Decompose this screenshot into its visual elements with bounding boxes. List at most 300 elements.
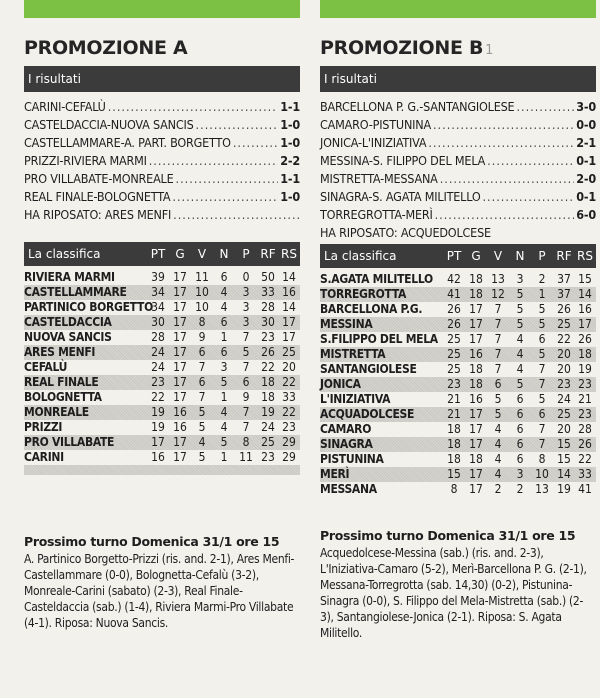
stat-rs: 29 xyxy=(282,450,296,464)
leader-dots xyxy=(108,98,279,116)
standings-table xyxy=(24,242,300,475)
stat-n: 4 xyxy=(220,405,228,419)
stat-p: 5 xyxy=(538,302,546,316)
green-header-bar xyxy=(24,0,300,18)
stat-rf: 23 xyxy=(261,450,275,464)
standings-header xyxy=(320,244,596,268)
result-row xyxy=(320,116,596,134)
result-score: 0-1 xyxy=(576,189,596,204)
stat-p: 5 xyxy=(242,345,250,359)
result-row xyxy=(320,98,596,116)
stat-g: 17 xyxy=(173,300,187,314)
standings-row xyxy=(320,377,596,392)
stat-v: 5 xyxy=(198,450,206,464)
standings-row xyxy=(320,422,596,437)
stat-v: 7 xyxy=(494,362,502,376)
team-name: CASTELDACCIA xyxy=(24,315,112,329)
standings-row xyxy=(320,272,596,287)
team-name: CARINI xyxy=(24,450,64,464)
stat-v: 6 xyxy=(198,375,206,389)
stat-g: 18 xyxy=(469,377,483,391)
stat-pt: 28 xyxy=(151,330,165,344)
leader-dots xyxy=(233,134,278,152)
standings-row xyxy=(24,345,300,360)
column-header-p: P xyxy=(242,247,250,261)
standings-row xyxy=(24,435,300,450)
column-header-v: V xyxy=(197,247,207,261)
stat-v: 5 xyxy=(198,405,206,419)
stat-rf: 25 xyxy=(261,435,275,449)
stat-rs: 16 xyxy=(578,302,592,316)
column-header-rs: RS xyxy=(281,247,297,261)
stat-g: 17 xyxy=(173,390,187,404)
stat-rs: 14 xyxy=(578,287,592,301)
stat-rs: 41 xyxy=(578,482,592,496)
result-score: 1-0 xyxy=(280,117,300,132)
results-header: I risultati xyxy=(24,66,300,92)
stat-n: 1 xyxy=(220,330,228,344)
standings-row xyxy=(320,317,596,332)
standings-row xyxy=(320,287,596,302)
stat-rf: 37 xyxy=(557,272,571,286)
standings-row xyxy=(320,392,596,407)
team-name: CEFALÙ xyxy=(24,360,68,374)
table-footer-shade xyxy=(24,465,300,475)
stat-rs: 14 xyxy=(282,300,296,314)
next-round-title: Prossimo turno Domenica 31/1 ore 15 xyxy=(320,528,576,543)
stat-pt: 19 xyxy=(151,405,165,419)
stat-v: 8 xyxy=(198,315,206,329)
column-header-p: P xyxy=(538,249,546,263)
column-header-g: G xyxy=(175,247,185,261)
column-header-n: N xyxy=(515,249,525,263)
stat-n: 3 xyxy=(220,360,228,374)
stat-n: 3 xyxy=(516,467,524,481)
team-name: MESSANA xyxy=(320,482,377,496)
stat-g: 17 xyxy=(173,315,187,329)
team-name: SANTANGIOLESE xyxy=(320,362,417,376)
stat-pt: 34 xyxy=(151,285,165,299)
leader-dots xyxy=(433,116,574,134)
stat-p: 3 xyxy=(242,285,250,299)
stat-rf: 18 xyxy=(261,375,275,389)
standings-row xyxy=(24,420,300,435)
stat-rf: 26 xyxy=(557,302,571,316)
standings-row xyxy=(24,330,300,345)
stat-rf: 19 xyxy=(261,405,275,419)
stat-rs: 16 xyxy=(282,285,296,299)
stat-rf: 18 xyxy=(261,390,275,404)
standings-row xyxy=(24,390,300,405)
standings-row xyxy=(24,285,300,300)
stat-p: 10 xyxy=(535,467,549,481)
stat-n: 6 xyxy=(220,345,228,359)
result-match: MISTRETTA-MESSANA xyxy=(320,171,438,186)
stat-rs: 33 xyxy=(282,390,296,404)
stat-n: 3 xyxy=(516,272,524,286)
section-title: PROMOZIONE A xyxy=(24,37,188,59)
stat-v: 7 xyxy=(198,360,206,374)
stat-rf: 37 xyxy=(557,287,571,301)
team-name: PARTINICO BORGETTO xyxy=(24,300,153,314)
stat-g: 16 xyxy=(173,405,187,419)
standings-row xyxy=(24,270,300,285)
standings-row xyxy=(320,302,596,317)
stat-n: 4 xyxy=(220,420,228,434)
stat-rs: 23 xyxy=(578,377,592,391)
stat-rs: 17 xyxy=(282,330,296,344)
stat-p: 6 xyxy=(242,375,250,389)
stat-n: 6 xyxy=(516,452,524,466)
result-row xyxy=(24,116,300,134)
stat-p: 3 xyxy=(242,315,250,329)
standings-row xyxy=(320,452,596,467)
result-score: 0-1 xyxy=(576,153,596,168)
results-list xyxy=(24,98,300,206)
team-name: L'INIZIATIVA xyxy=(320,392,391,406)
result-match: REAL FINALE-BOLOGNETTA xyxy=(24,189,171,204)
next-round-text: Acquedolcese-Messina (sab.) (ris. and. 2-3), L'Iniziativa-Camaro (5-2), Merì-Barcellona P. G. (2-1), Messana-Torregrotta (sab. 14,30) (0-2), Pistunina-Sinagra (0-0), S. Filippo del Mela-Mistretta (sab.) (2-3), Santangiolese-Jonica (2-1). Riposa: S. Agata Militello. xyxy=(320,546,587,640)
team-name: S.FILIPPO DEL MELA xyxy=(320,332,438,346)
stat-v: 6 xyxy=(494,377,502,391)
team-name: ARES MENFI xyxy=(24,345,96,359)
column-header-rf: RF xyxy=(260,247,276,261)
stat-pt: 19 xyxy=(151,420,165,434)
leader-dots xyxy=(440,170,575,188)
result-match: CARINI-CEFALÙ xyxy=(24,99,106,114)
stat-p: 1 xyxy=(538,287,546,301)
stat-rs: 14 xyxy=(282,270,296,284)
stat-v: 12 xyxy=(491,287,505,301)
stat-pt: 26 xyxy=(447,302,461,316)
stat-n: 1 xyxy=(220,450,228,464)
stat-rs: 15 xyxy=(578,272,592,286)
result-score: 1-0 xyxy=(280,135,300,150)
stat-pt: 26 xyxy=(447,317,461,331)
stat-rf: 33 xyxy=(261,285,275,299)
stat-pt: 24 xyxy=(151,345,165,359)
results-header: I risultati xyxy=(320,66,596,92)
stat-pt: 41 xyxy=(447,287,461,301)
stat-g: 17 xyxy=(173,270,187,284)
stat-rf: 24 xyxy=(557,392,571,406)
next-round-text: A. Partinico Borgetto-Prizzi (ris. and. 2-1), Ares Menfi-Castellammare (0-0), Bolognetta-Cefalù (3-2), Monreale-Carini (sabato) (2-3), Real Finale-Casteldaccia (sab.) (1-4), Riviera Marmi-Pro Villabate (4-1). Riposa: Nuova Sancis. xyxy=(24,552,295,630)
rest-note: HA RIPOSATO: ACQUEDOLCESE xyxy=(320,225,491,240)
stat-pt: 16 xyxy=(151,450,165,464)
leader-dots xyxy=(435,206,575,224)
team-name: MESSINA xyxy=(320,317,373,331)
stat-rs: 23 xyxy=(282,420,296,434)
result-row xyxy=(320,152,596,170)
column-header-n: N xyxy=(219,247,229,261)
result-row xyxy=(320,188,596,206)
stat-n: 5 xyxy=(516,377,524,391)
stat-p: 7 xyxy=(538,377,546,391)
stat-n: 4 xyxy=(516,347,524,361)
stat-rs: 26 xyxy=(578,437,592,451)
stat-n: 6 xyxy=(516,392,524,406)
leader-dots xyxy=(487,152,574,170)
standings-row xyxy=(24,300,300,315)
leader-dots xyxy=(482,188,574,206)
result-score: 1-0 xyxy=(280,189,300,204)
standings-row xyxy=(320,482,596,497)
stat-v: 7 xyxy=(198,390,206,404)
team-name: MONREALE xyxy=(24,405,89,419)
stat-v: 9 xyxy=(198,330,206,344)
stat-v: 7 xyxy=(494,347,502,361)
team-name: PISTUNINA xyxy=(320,452,384,466)
stat-v: 13 xyxy=(491,272,505,286)
stat-n: 6 xyxy=(516,422,524,436)
stat-pt: 21 xyxy=(447,392,461,406)
stat-g: 17 xyxy=(469,422,483,436)
stat-rf: 15 xyxy=(557,437,571,451)
stat-rs: 25 xyxy=(282,345,296,359)
team-name: SINAGRA xyxy=(320,437,373,451)
stat-rf: 25 xyxy=(557,407,571,421)
stat-n: 4 xyxy=(516,362,524,376)
stat-g: 18 xyxy=(469,452,483,466)
stat-v: 2 xyxy=(494,482,502,496)
stat-p: 8 xyxy=(242,435,250,449)
stat-v: 6 xyxy=(198,345,206,359)
standings-row xyxy=(24,360,300,375)
standings-row xyxy=(320,332,596,347)
result-row xyxy=(24,170,300,188)
stat-rs: 21 xyxy=(578,392,592,406)
stat-rs: 33 xyxy=(578,467,592,481)
standings-row xyxy=(24,375,300,390)
stat-p: 7 xyxy=(538,437,546,451)
standings-row xyxy=(320,362,596,377)
stat-rs: 18 xyxy=(578,347,592,361)
result-match: PRO VILLABATE-MONREALE xyxy=(24,171,174,186)
result-row xyxy=(24,134,300,152)
stat-p: 7 xyxy=(242,405,250,419)
stat-p: 7 xyxy=(242,330,250,344)
stat-g: 17 xyxy=(469,332,483,346)
stat-n: 6 xyxy=(220,315,228,329)
team-name: MERÌ xyxy=(320,467,350,481)
team-name: BARCELLONA P.G. xyxy=(320,302,423,316)
result-score: 1-1 xyxy=(280,171,300,186)
stat-rf: 23 xyxy=(261,330,275,344)
result-score: 2-0 xyxy=(576,171,596,186)
stat-g: 17 xyxy=(173,285,187,299)
stat-p: 8 xyxy=(538,452,546,466)
stat-pt: 18 xyxy=(447,422,461,436)
stat-v: 5 xyxy=(198,420,206,434)
stat-rs: 28 xyxy=(578,422,592,436)
team-name: TORREGROTTA xyxy=(320,287,407,301)
stat-pt: 17 xyxy=(151,435,165,449)
stat-n: 6 xyxy=(220,270,228,284)
rest-note: HA RIPOSATO: ARES MENFI ..... xyxy=(24,206,300,224)
stat-n: 5 xyxy=(516,317,524,331)
result-row xyxy=(320,206,596,224)
stat-v: 10 xyxy=(195,285,209,299)
result-row xyxy=(320,170,596,188)
team-name: CASTELLAMMARE xyxy=(24,285,127,299)
stat-rf: 26 xyxy=(261,345,275,359)
leader-dots xyxy=(172,188,278,206)
stat-p: 7 xyxy=(538,422,546,436)
promozione-a-column xyxy=(24,0,300,631)
stat-g: 18 xyxy=(469,287,483,301)
column-header-v: V xyxy=(493,249,503,263)
leader-dots xyxy=(176,170,279,188)
column-header-pt: PT xyxy=(446,249,462,263)
stat-pt: 34 xyxy=(151,300,165,314)
stat-n: 4 xyxy=(220,300,228,314)
stat-n: 5 xyxy=(220,375,228,389)
result-row xyxy=(320,134,596,152)
stat-v: 5 xyxy=(494,392,502,406)
section-title: PROMOZIONE B 1 xyxy=(320,37,494,59)
stat-p: 7 xyxy=(242,420,250,434)
stat-pt: 8 xyxy=(450,482,458,496)
stat-v: 4 xyxy=(494,437,502,451)
column-header-rf: RF xyxy=(556,249,572,263)
stat-rs: 23 xyxy=(578,407,592,421)
team-name: RIVIERA MARMI xyxy=(24,270,115,284)
result-match: CASTELLAMMARE-A. PART. BORGETTO xyxy=(24,135,231,150)
stat-v: 4 xyxy=(494,422,502,436)
stat-p: 5 xyxy=(538,317,546,331)
stat-n: 1 xyxy=(220,390,228,404)
stat-rs: 22 xyxy=(282,375,296,389)
stat-n: 5 xyxy=(516,287,524,301)
stat-n: 6 xyxy=(516,437,524,451)
stat-g: 16 xyxy=(173,420,187,434)
stat-rs: 22 xyxy=(282,405,296,419)
team-name: PRIZZI xyxy=(24,420,63,434)
stat-p: 5 xyxy=(538,392,546,406)
stat-g: 17 xyxy=(469,467,483,481)
result-score: 1-1 xyxy=(280,99,300,114)
column-header-pt: PT xyxy=(150,247,166,261)
stat-pt: 25 xyxy=(447,362,461,376)
standings-title: La classifica xyxy=(28,247,101,261)
result-score: 3-0 xyxy=(576,99,596,114)
next-round-title: Prossimo turno Domenica 31/1 ore 15 xyxy=(24,534,280,549)
team-name: S.AGATA MILITELLO xyxy=(320,272,433,286)
standings-row xyxy=(320,467,596,482)
stat-rs: 26 xyxy=(578,332,592,346)
result-match: TORREGROTTA-MERÌ xyxy=(320,207,433,222)
stat-g: 17 xyxy=(173,375,187,389)
stat-rf: 22 xyxy=(557,332,571,346)
column-header-g: G xyxy=(471,249,481,263)
stat-v: 11 xyxy=(195,270,209,284)
results-list xyxy=(320,98,596,224)
stat-v: 4 xyxy=(198,435,206,449)
stat-n: 5 xyxy=(516,302,524,316)
stat-pt: 18 xyxy=(447,437,461,451)
stat-p: 3 xyxy=(242,300,250,314)
stat-rs: 20 xyxy=(282,360,296,374)
stat-pt: 18 xyxy=(447,452,461,466)
result-row xyxy=(24,188,300,206)
stat-rs: 19 xyxy=(578,362,592,376)
stat-rs: 17 xyxy=(578,317,592,331)
stat-pt: 30 xyxy=(151,315,165,329)
stat-rf: 14 xyxy=(557,467,571,481)
team-name: MISTRETTA xyxy=(320,347,386,361)
stat-p: 0 xyxy=(242,270,250,284)
stat-pt: 21 xyxy=(447,407,461,421)
stat-pt: 23 xyxy=(151,375,165,389)
stat-pt: 23 xyxy=(447,377,461,391)
stat-rf: 24 xyxy=(261,420,275,434)
stat-v: 5 xyxy=(494,407,502,421)
stat-rs: 17 xyxy=(282,315,296,329)
result-match: JONICA-L'INIZIATIVA xyxy=(320,135,427,150)
standings-title: La classifica xyxy=(324,249,397,263)
leader-dots xyxy=(516,98,574,116)
stat-rf: 28 xyxy=(261,300,275,314)
stat-g: 17 xyxy=(469,437,483,451)
stat-v: 4 xyxy=(494,467,502,481)
stat-rf: 23 xyxy=(557,377,571,391)
stat-rf: 20 xyxy=(557,362,571,376)
team-name: REAL FINALE xyxy=(24,375,99,389)
stat-pt: 25 xyxy=(447,332,461,346)
team-name: ACQUADOLCESE xyxy=(320,407,415,421)
stat-rf: 22 xyxy=(261,360,275,374)
stat-rf: 19 xyxy=(557,482,571,496)
stat-g: 16 xyxy=(469,392,483,406)
promozione-b-column xyxy=(320,0,596,641)
result-score: 6-0 xyxy=(576,207,596,222)
stat-n: 6 xyxy=(516,407,524,421)
stat-rs: 29 xyxy=(282,435,296,449)
stat-v: 7 xyxy=(494,332,502,346)
stat-rf: 25 xyxy=(557,317,571,331)
stat-p: 5 xyxy=(538,347,546,361)
stat-g: 17 xyxy=(173,345,187,359)
stat-rf: 15 xyxy=(557,452,571,466)
green-header-bar xyxy=(320,0,596,18)
stat-p: 9 xyxy=(242,390,250,404)
stat-p: 6 xyxy=(538,407,546,421)
stat-g: 17 xyxy=(469,482,483,496)
stat-p: 7 xyxy=(242,360,250,374)
stat-v: 4 xyxy=(494,452,502,466)
team-name: JONICA xyxy=(320,377,361,391)
stat-rs: 22 xyxy=(578,452,592,466)
result-match: MESSINA-S. FILIPPO DEL MELA xyxy=(320,153,486,168)
leader-dots xyxy=(149,152,279,170)
team-name: PRO VILLABATE xyxy=(24,435,115,449)
standings-row xyxy=(24,405,300,420)
stat-v: 7 xyxy=(494,317,502,331)
result-match: CAMARO-PISTUNINA xyxy=(320,117,431,132)
column-header-rs: RS xyxy=(577,249,593,263)
standings-header xyxy=(24,242,300,266)
standings-row xyxy=(320,437,596,452)
team-name: BOLOGNETTA xyxy=(24,390,102,404)
leader-dots xyxy=(196,116,279,134)
stat-p: 7 xyxy=(538,362,546,376)
result-score: 0-0 xyxy=(576,117,596,132)
stat-n: 5 xyxy=(220,435,228,449)
stat-v: 7 xyxy=(494,302,502,316)
stat-g: 17 xyxy=(469,317,483,331)
stat-pt: 25 xyxy=(447,347,461,361)
stat-v: 10 xyxy=(195,300,209,314)
